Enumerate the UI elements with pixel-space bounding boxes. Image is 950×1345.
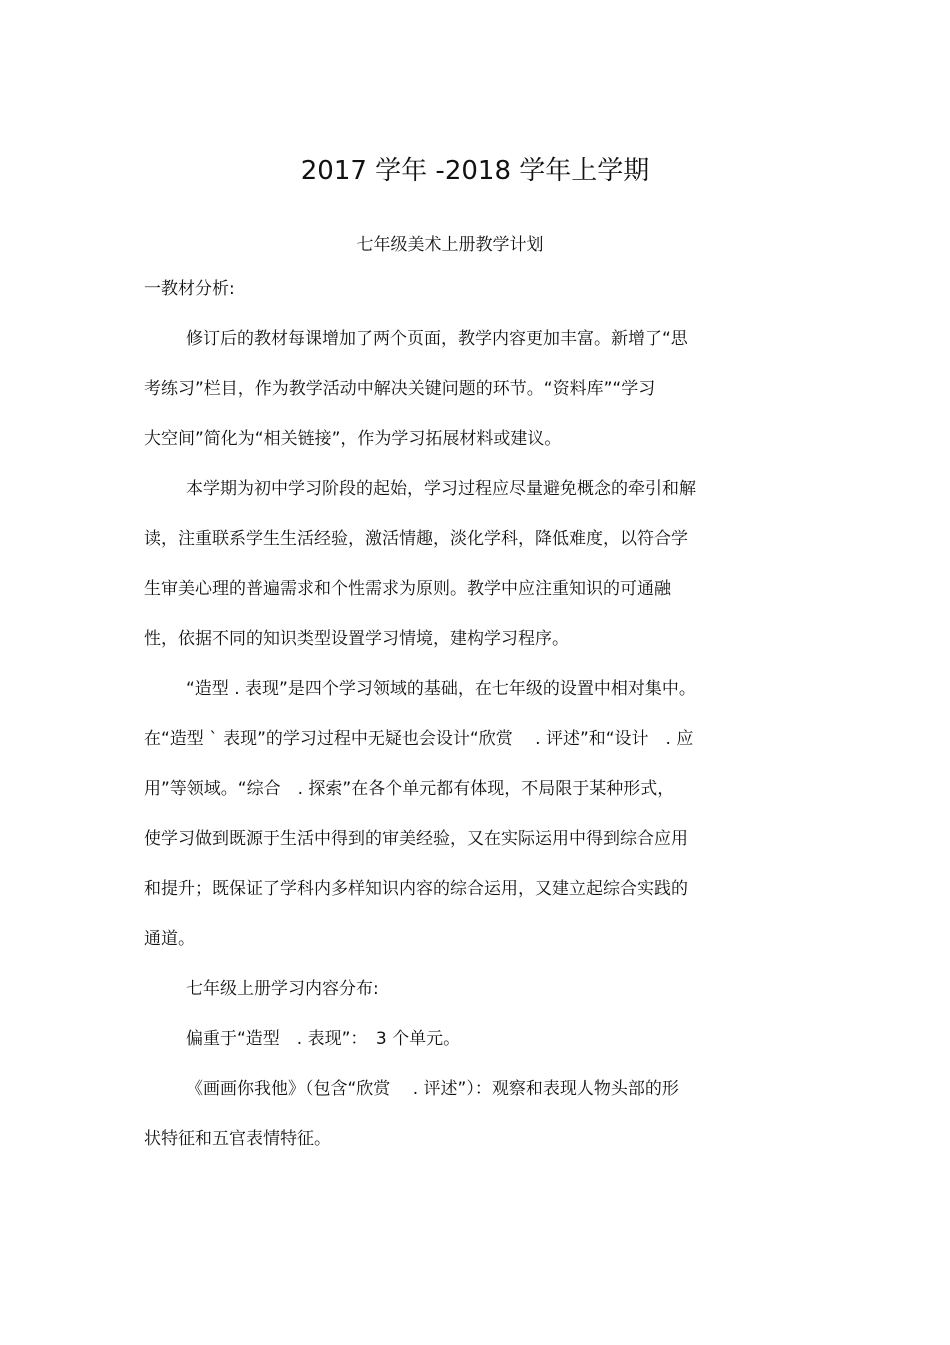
document-subtitle: 七年级美术上册教学计划 xyxy=(356,235,544,255)
paragraph-line: 通道。 xyxy=(144,929,195,949)
paragraph-line: 性，依据不同的知识类型设置学习情境，建构学习程序。 xyxy=(144,629,569,649)
document-title: 2017 学年 -2018 学年上学期 xyxy=(300,156,650,186)
paragraph-line: 状特征和五官表情特征。 xyxy=(144,1129,331,1149)
paragraph-line: “造型 . 表现”是四个学习领域的基础，在七年级的设置中相对集中。 xyxy=(186,679,696,699)
paragraph-line: 在“造型 ` 表现”的学习过程中无疑也会设计“欣赏 . 评述”和“设计 . 应 xyxy=(144,729,694,749)
paragraph-line: 《画画你我他》（包含“欣赏 . 评述”）：观察和表现人物头部的形 xyxy=(186,1079,679,1099)
paragraph-line: 生审美心理的普遍需求和个性需求为原则。教学中应注重知识的可通融 xyxy=(144,579,671,599)
paragraph-line: 修订后的教材每课增加了两个页面，教学内容更加丰富。新增了“思 xyxy=(186,329,688,349)
paragraph-line: 考练习”栏目，作为教学活动中解决关键问题的环节。“资料库”“学习 xyxy=(144,379,656,399)
paragraph-line: 读，注重联系学生生活经验，激活情趣，淡化学科，降低难度，以符合学 xyxy=(144,529,688,549)
content-distribution-heading: 七年级上册学习内容分布: xyxy=(186,979,379,999)
paragraph-line: 用”等领域。“综合 . 探索”在各个单元都有体现，不局限于某种形式， xyxy=(144,779,675,799)
paragraph-line: 和提升；既保证了学科内多样知识内容的综合运用，又建立起综合实践的 xyxy=(144,879,688,899)
paragraph-line: 本学期为初中学习阶段的起始，学习过程应尽量避免概念的牵引和解 xyxy=(186,479,696,499)
paragraph-line: 偏重于“造型 . 表现”： 3 个单元。 xyxy=(186,1029,461,1049)
section-heading: 一教材分析: xyxy=(144,279,235,299)
paragraph-line: 大空间”简化为“相关链接”，作为学习拓展材料或建议。 xyxy=(144,429,562,449)
paragraph-line: 使学习做到既源于生活中得到的审美经验，又在实际运用中得到综合应用 xyxy=(144,829,688,849)
